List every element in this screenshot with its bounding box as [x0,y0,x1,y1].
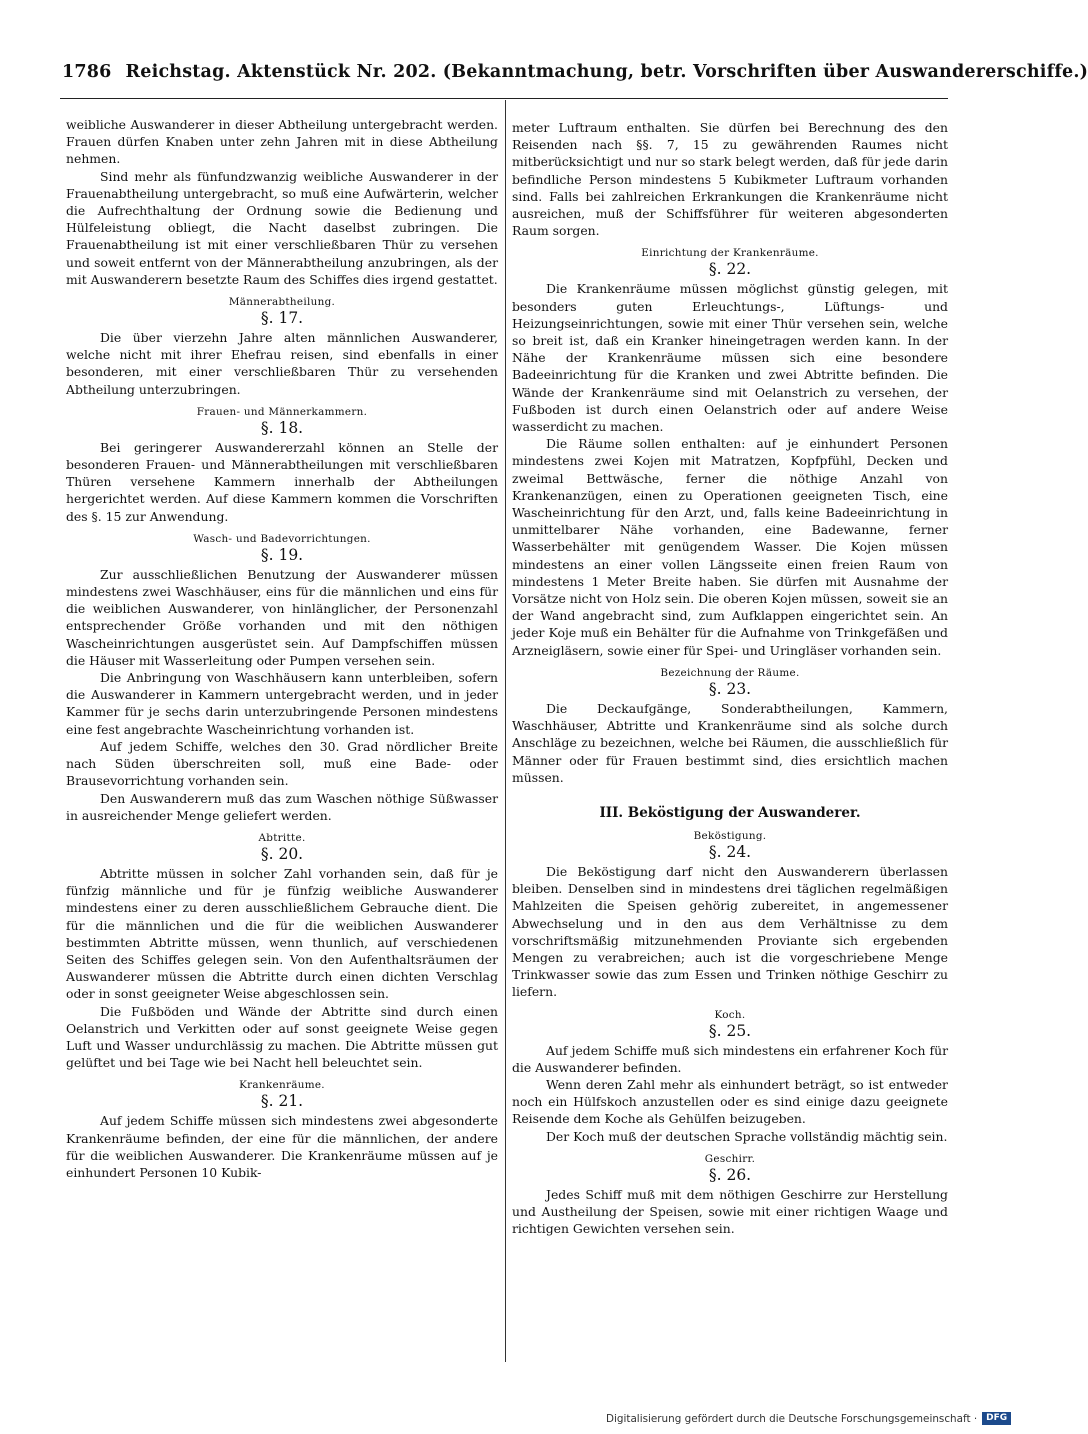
paragraph: Zur ausschließlichen Benutzung der Auswanderer müssen mindestens zwei Waschhäuser, eins für die männlichen und eins für die weiblichen Auswanderer, von hinlänglicher, der Personenzahl entsprechender Größe vorhanden und mit den nöthigen Wascheinrichtungen ausgerüstet sein. Auf Dampfschiffen müssen die Häuser mit Wasserleitung oder Pumpen versehen sein. [66,566,498,668]
paragraph: weibliche Auswanderer in dieser Abtheilung untergebracht werden. Frauen dürfen Knaben unter zehn Jahren mit in diese Abtheilung nehmen. [66,117,498,167]
section-number: §. 25. [708,1021,752,1040]
paragraph: Die Deckaufgänge, Sonderabtheilungen, Kammern, Waschhäuser, Abtritte und Krankenräume sind als solche durch Anschläge zu bezeichnen, welche bei Räumen, die ausschließlich für Männer oder für Frauen bestimmt sind, dies ersichtlich machen müssen. [512,700,948,785]
page-number: 1786 [62,62,112,82]
paragraph: Den Auswanderern muß das zum Waschen nöthige Süßwasser in ausreichender Menge geliefert werden. [66,790,498,823]
paragraph: Abtritte müssen in solcher Zahl vorhanden sein, daß für je fünfzig männliche und für je fünfzig weibliche Auswanderer mindestens einer zu deren ausschließlichem Gebrauche dient. Die für die männlichen und die für die weiblichen Auswanderer bestimmten Abtritte müssen, wenn thunlich, auf verschiedenen Seiten des Schiffes gelegen sein. Von den Aufenthaltsräumen der Auswanderer müssen die Abtritte durch einen dichten Verschlag oder in sonst geeigneter Weise abgeschlossen sein. [66,865,498,1002]
paragraph: Wenn deren Zahl mehr als einhundert beträgt, so ist entweder noch ein Hülfskoch anzustellen oder es sind einige dazu geeignete Reisende dem Koche als Gehülfen beizugeben. [512,1076,948,1127]
section-number: §. 19. [260,545,304,564]
dfg-logo: DFG [982,1412,1011,1425]
section-number: §. 23. [708,679,752,698]
section-title: Koch. [714,1008,746,1021]
header-rule [60,98,948,99]
paragraph: Sind mehr als fünfundzwanzig weibliche Auswanderer in der Frauenabtheilung untergebracht, so muß eine Aufwärterin, welcher die Aufrechthaltung der Ordnung sowie die Bedienung und Hülfeleistung obliegt, die Nacht daselbst zubringen. Die Frauenabtheilung ist mit einer verschließbaren Thür zu versehen und soweit entfernt von der Männerabtheilung anzubringen, als der mit Auswanderern besetzte Raum des Schiffes dies irgend gestattet. [66,168,498,287]
section-number: §. 22. [708,260,752,279]
section-number: §. 18. [260,418,304,437]
section-title: Krankenräume. [239,1079,325,1092]
paragraph: Der Koch muß der deutschen Sprache vollständig mächtig sein. [546,1128,948,1144]
section-number: §. 17. [260,309,304,328]
header-title: Reichstag. Aktenstück Nr. 202. (Bekanntmachung, betr. Vorschriften über Auswandererschiffe.) [125,62,1088,82]
section-title: Beköstigung. [693,829,767,842]
paragraph: Die über vierzehn Jahre alten männlichen Auswanderer, welche nicht mit ihrer Ehefrau reisen, sind ebenfalls in einer besonderen, mit einer verschließbaren Thür zu versehenden Abtheilung unterzubringen. [66,330,498,397]
paragraph: Auf jedem Schiffe, welches den 30. Grad nördlicher Breite nach Süden überschreiten soll, muß eine Bade- oder Brausevorrichtung vorhanden sein. [66,738,498,789]
paragraph: Die Krankenräume müssen möglichst günstig gelegen, mit besonders guten Erleuchtungs-, Lüftungs- und Heizungseinrichtungen, sowie mit einer Thür versehen sein, welche so breit ist, daß ein Kranker hineingetragen werden kann. In der Nähe der Krankenräume müssen sich eine besondere Badeeinrichtung für die Kranken und zwei Abtritte befinden. Die Wände der Krankenräume sind mit Oelanstrich zu versehen, der Fußboden ist durch einen Oelanstrich oder auf andere Weise wasserdicht zu machen. [512,281,948,435]
section-title: Abtritte. [258,831,306,844]
paragraph: Bei geringerer Auswandererzahl können an Stelle der besonderen Frauen- und Männerabtheilungen mit verschließbaren Thüren versehene Kammern innerhalb der Abtheilungen hergerichtet werden. Auf diese Kammern kommen die Vorschriften des §. 15 zur Anwendung. [66,439,498,524]
section-number: §. 26. [708,1165,752,1184]
chapter-heading: III. Beköstigung der Auswanderer. [599,804,861,821]
paragraph: Die Anbringung von Waschhäusern kann unterbleiben, sofern die Auswanderer in Kammern untergebracht werden, und in jeder Kammer für je sechs darin unterzubringende Personen mindestens eine fest angebrachte Wascheinrichtung vorhanden ist. [66,670,498,737]
section-title: Männerabtheilung. [228,296,336,309]
paragraph: Auf jedem Schiffe muß sich mindestens ein erfahrener Koch für die Auswanderer befinden. [512,1042,948,1075]
section-title: Frauen- und Männerkammern. [196,405,368,418]
paragraph: Jedes Schiff muß mit dem nöthigen Geschirre zur Herstellung und Austheilung der Speisen, sowie mit einer richtigen Waage und richtigen Gewichten versehen sein. [512,1186,948,1237]
digitization-footer [606,1412,1011,1425]
section-title: Einrichtung der Krankenräume. [641,247,819,260]
column-divider [505,100,506,1362]
section-number: §. 21. [260,1092,304,1111]
paragraph: Die Fußböden und Wände der Abtritte sind durch einen Oelanstrich und Verkitten oder auf sonst geeignete Weise gegen Luft und Wasser undurchlässig zu machen. Die Abtritte müssen gut gelüftet und bei Tage wie bei Nacht hell beleuchtet sein. [66,1003,498,1071]
paragraph: Die Räume sollen enthalten: auf je einhundert Personen mindestens zwei Kojen mit Matratzen, Kopfpfühl, Decken und zweimal Bettwäsche, ferner die nöthige Anzahl von Krankenanzügen, einen zu Operationen geeigneten Tisch, eine Wascheinrichtung für den Arzt, und, falls keine Badeeinrichtung in unmittelbarer Nähe vorhanden, eine Badewanne, ferner Wasserbehälter mit genügendem Wasser. Die Kojen müssen mindestens an einer vollen Längsseite einen freien Raum von mindestens 1 Meter Breite haben. Sie dürfen mit Ausnahme der Vorsätze nicht von Holz sein. Die oberen Kojen müssen, soweit sie an der Wand angebracht sind, zum Aufklappen eingerichtet sein. An jeder Koje muß ein Behälter für die Aufnahme von Trinkgefäßen und Arzneigläsern, sowie einer für Spei- und Uringläser vorhanden sein. [512,436,948,658]
section-number: §. 20. [260,844,304,863]
section-title: Bezeichnung der Räume. [660,666,800,679]
footer-text: Digitalisierung gefördert durch die Deutsche Forschungsgemeinschaft · [606,1412,978,1425]
left-column [66,116,498,1181]
section-number: §. 24. [708,842,752,861]
section-title: Wasch- und Badevorrichtungen. [193,532,371,545]
paragraph: Auf jedem Schiffe müssen sich mindestens zwei abgesonderte Krankenräume befinden, der eine für die männlichen, der andere für die weiblichen Auswanderer. Die Krankenräume müssen auf je einhundert Personen 10 Kubik- [66,1113,498,1180]
paragraph: meter Luftraum enthalten. Sie dürfen bei Berechnung des den Reisenden nach §§. 7, 15 zu gewährenden Raumes nicht mitberücksichtigt und nur so stark belegt werden, daß für jede darin befindliche Person mindestens 5 Kubikmeter Luftraum vorhanden sind. Falls bei zahlreichen Erkrankungen die Krankenräume nicht ausreichen, muß der Schiffsführer für weiteren abgesonderten Raum sorgen. [512,120,948,239]
section-title: Geschirr. [704,1152,756,1165]
right-column [512,119,948,1237]
paragraph: Die Beköstigung darf nicht den Auswanderern überlassen bleiben. Denselben sind in mindestens drei täglichen regelmäßigen Mahlzeiten die Speisen gehörig zubereitet, in angemessener Abwechselung und in den aus dem Verhältnisse zu dem vorschriftsmäßig mitzunehmenden Proviante sich ergebenden Mengen zu verabreichen; auch ist die vorgeschriebene Menge Trinkwasser sowie das zum Essen und Trinken nöthige Geschirr zu liefern. [512,863,948,1000]
page-header [62,62,1088,82]
